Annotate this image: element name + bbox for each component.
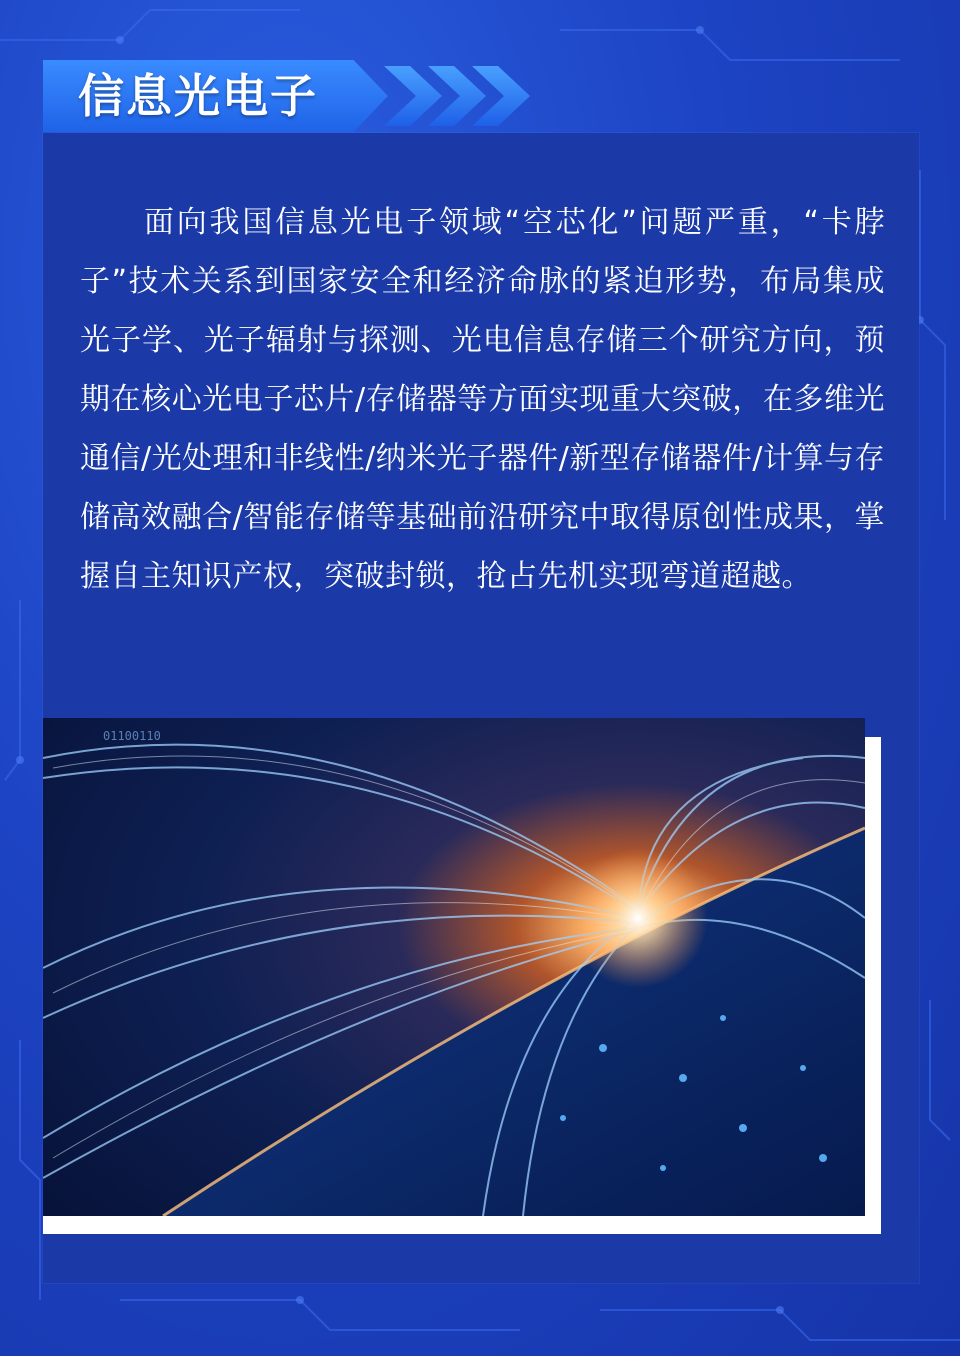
optoelectronics-illustration [43, 718, 865, 1216]
page-title: 信息光电子 [78, 69, 318, 123]
intro-paragraph: 面向我国信息光电子领域“空芯化”问题严重，“卡脖子”技术关系到国家安全和经济命脉的紧迫形势，布局集成光子学、光子辐射与探测、光电信息存储三个研究方向，预期在核心光电子芯片/存储器等方面实现重大突破，在多维光通信/光处理和非线性/纳米光子器件/新型存储器件/计算与存储高效融合/智能存储等基础前沿研究中取得原创性成果，掌握自主知识产权，突破封锁，抢占先机实现弯道超越。 [80, 205, 885, 594]
binary-text: 01100110 [103, 729, 161, 743]
chevron-arrows-icon [370, 60, 540, 132]
